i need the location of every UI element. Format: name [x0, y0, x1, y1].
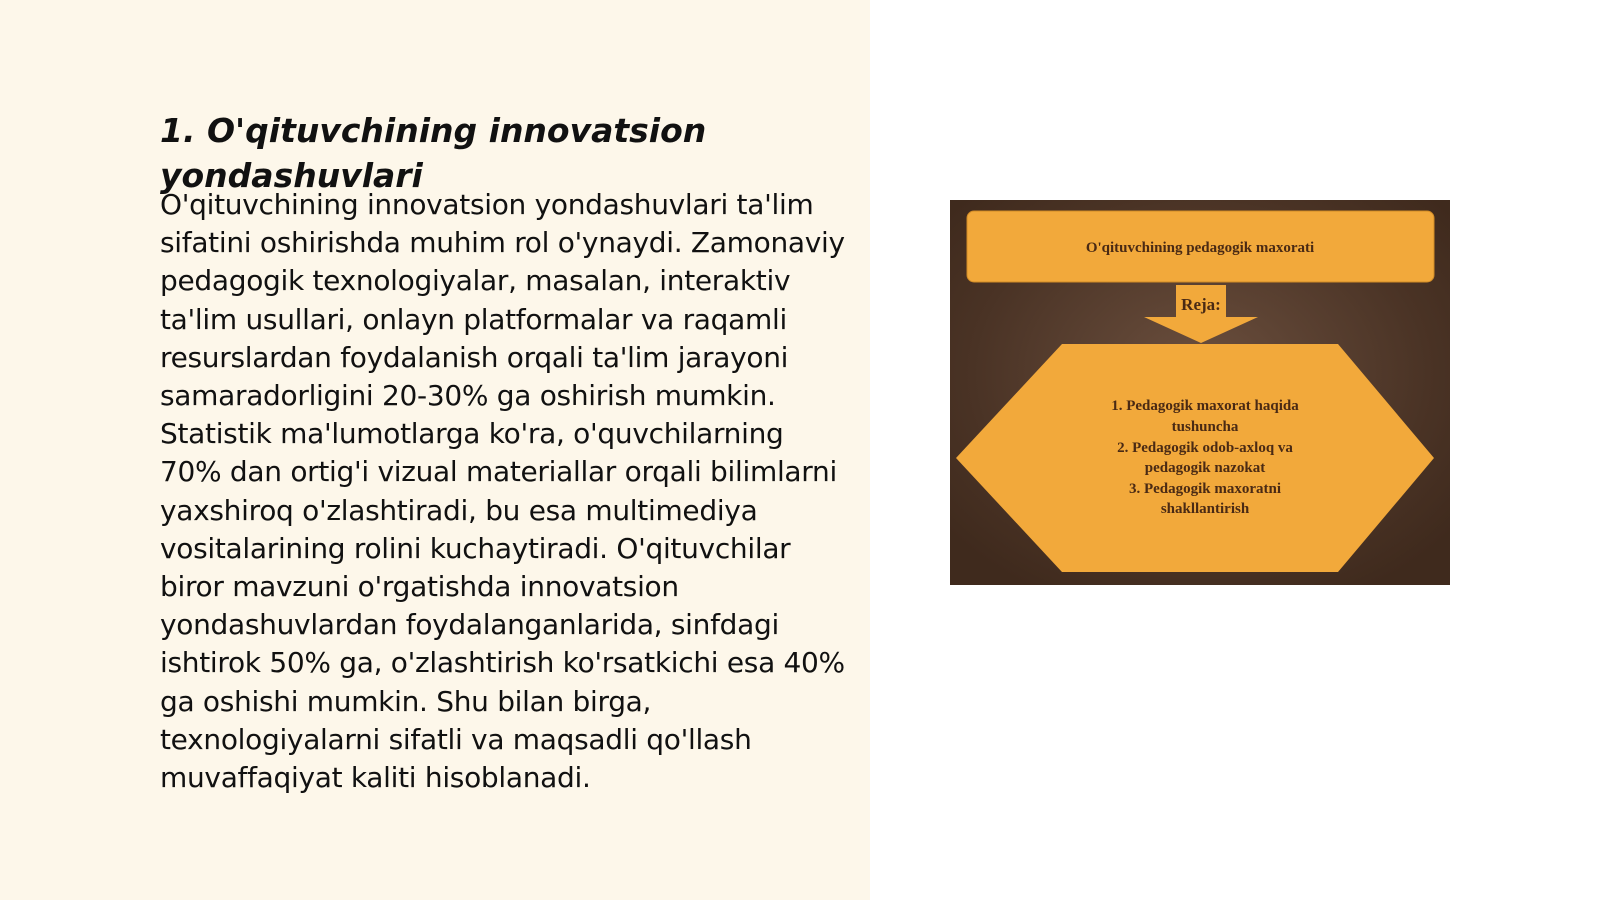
plan-item-1-line-1: 1. Pedagogik maxorat haqida: [1111, 398, 1299, 414]
plan-item-3-line-1: 3. Pedagogik maxoratni: [1128, 481, 1282, 497]
slide-body-text: O'qituvchining innovatsion yondashuvlari ta'lim sifatini oshirishda muhim rol o'ynaydi. Zamonaviy pedagogik texnologiyalar, masalan, interaktiv ta'lim usullari, onlayn platformalar va raqamli resurslardan foydalanish orqali ta'lim jarayoni samaradorligini 20-30% ga oshirish mumkin. Statistik ma'lumotlarga ko'ra, o'quvchilarning 70% dan ortig'i vizual materiallar orqali bilimlarni yaxshiroq o'zlashtiradi, bu esa multimediya vositalarining rolini kuchaytiradi. O'qituvchilar biror mavzuni o'rgatishda innovatsion yondashuvlardan foydalanganlarida, sinfdagi ishtirok 50% ga, o'zlashtirish ko'rsatkichi esa 40% ga oshishi mumkin. Shu bilan birga, texnologiyalarni sifatli va maqsadli qo'llash muvaffaqiyat kaliti hisoblanadi.: [160, 188, 845, 795]
plan-item-2-line-2: pedagogik nazokat: [1144, 460, 1266, 476]
plan-item-3-line-2: shakllantirish: [1160, 501, 1250, 517]
diagram-header-text: O'qituvchining pedagogik maxorati: [1085, 240, 1315, 256]
pedagogik-maxorat-diagram: [950, 200, 1450, 585]
plan-item-1-line-2: tushuncha: [1171, 419, 1239, 435]
slide-title: 1. O'qituvchining innovatsion yondashuvlari: [160, 111, 707, 195]
plan-item-2-line-1: 2. Pedagogik odob-axloq va: [1117, 440, 1293, 456]
reja-label: Reja:: [1181, 295, 1221, 314]
